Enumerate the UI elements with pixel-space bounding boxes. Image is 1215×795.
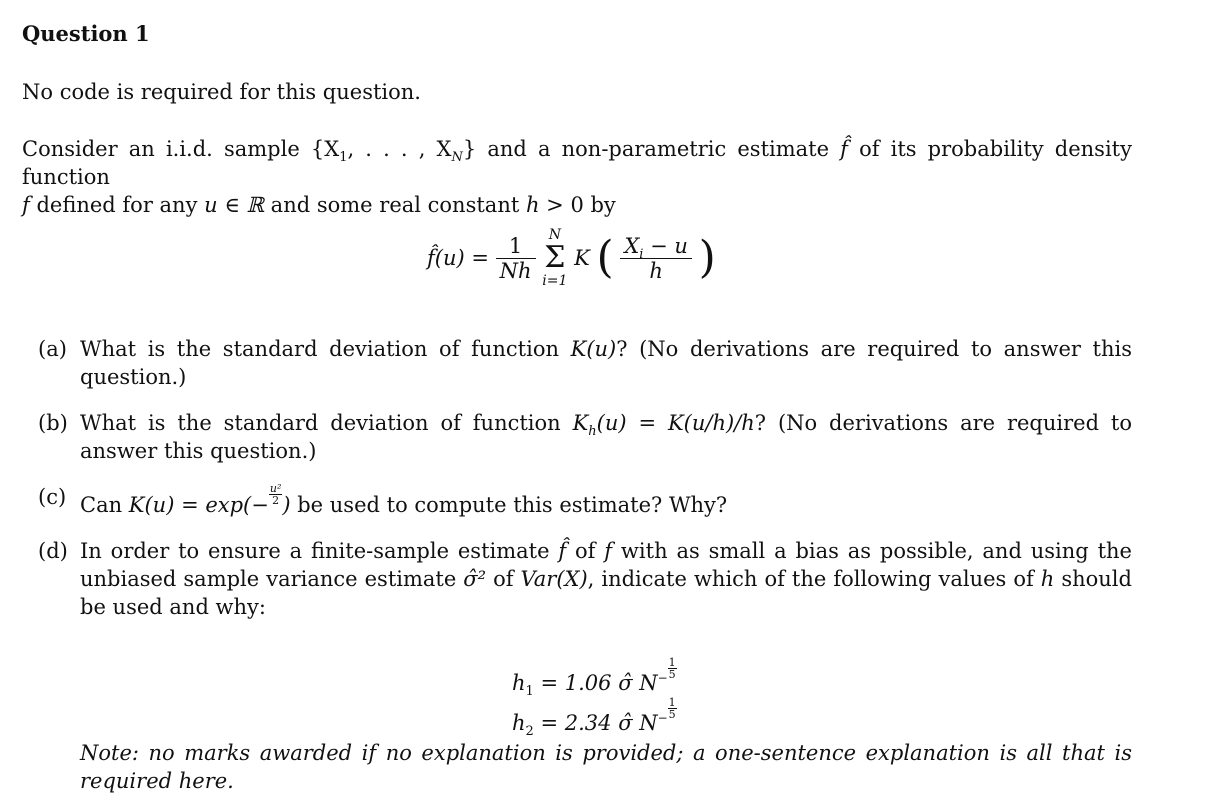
question-item-a	[22, 335, 1132, 391]
bandwidth-formula: = 2.34 σ̂ N	[533, 711, 658, 735]
context-text: by	[583, 193, 616, 217]
u-in-r-symbol: u ∈ ℝ	[204, 193, 264, 217]
question-text: What is the standard deviation of function	[80, 411, 573, 435]
exp-fraction	[269, 483, 283, 506]
bandwidth-subscript: 2	[525, 724, 534, 740]
question-math: K	[572, 411, 589, 435]
question-math: σ̂²	[463, 567, 487, 591]
question-math: f̂	[558, 539, 567, 563]
question-text: In order to ensure a finite-sample estimate	[80, 539, 559, 563]
bandwidth-exponent-numerator: 1	[668, 656, 676, 669]
bandwidth-exponent	[668, 657, 677, 680]
question-item-b	[22, 409, 1132, 465]
question-text: ? (No derivations are required to answer this question.)	[80, 411, 1132, 463]
bandwidth-subscript: 1	[525, 684, 534, 700]
equation-lhs: f̂(u) =	[427, 246, 489, 270]
question-text: should be used and why:	[80, 567, 1132, 619]
context-text: , . . . , X	[347, 137, 452, 161]
question-title: Question 1	[22, 21, 150, 46]
density-estimate-equation: f̂(u) = $\frac{1}{Nh}$ N Σ i=1 K ( $\frac{X_i - u}{h}$ )	[427, 227, 716, 289]
question-math: K(u)	[570, 337, 617, 361]
note-text: Note: no marks awarded if no explanation is provided; a one-sentence explanation is all that is required here.	[80, 741, 1132, 793]
exp-fraction-denominator: 2	[272, 494, 280, 507]
intro-text: No code is required for this question.	[22, 80, 421, 104]
context-text: } and a non-parametric estimate	[462, 137, 841, 161]
question-label: (c)	[38, 485, 67, 509]
f-hat-symbol: f̂	[840, 137, 848, 161]
kernel-arg-denominator: h	[649, 258, 663, 283]
bandwidth-exponent-sign: −	[657, 671, 668, 685]
question-text: be used to compute this estimate? Why?	[290, 493, 728, 517]
bandwidth-exponent-numerator: 1	[668, 696, 676, 709]
question-math: K(u) = exp(−	[128, 493, 269, 517]
question-math-subscript: h	[588, 424, 597, 440]
question-list	[22, 335, 1132, 621]
context-text: defined for any	[29, 193, 205, 217]
question-math: (u) = K(u/h)/h	[596, 411, 755, 435]
equation-fraction	[496, 234, 536, 283]
kernel-arg-subscript: i	[639, 246, 644, 262]
bandwidth-option-2	[512, 696, 677, 740]
equation-fraction-numerator: 1	[496, 234, 536, 259]
context-paragraph: Consider an i.i.d. sample {$X_1$, . . . , $X_N$} and a non-parametric estimate f̂ of its probability density function f defined for any u ∈ ℝ and some real constant h > 0 by	[22, 137, 1132, 217]
question-text: of	[486, 567, 521, 591]
summation: N Σ i=1	[542, 227, 568, 289]
question-label: (a)	[38, 337, 67, 361]
question-text: Can	[80, 493, 129, 517]
question-text: of	[566, 539, 605, 563]
question-label: (d)	[38, 539, 68, 563]
question-math: f	[604, 539, 613, 563]
bandwidth-option-1	[512, 656, 677, 700]
exp-fraction-numerator: u²	[269, 482, 282, 495]
question-text: with as small a bias as possible, and using the unbiased sample variance estimate	[80, 539, 1132, 591]
context-text: of its probability density function	[22, 137, 1132, 189]
kernel-arg-numerator: X	[624, 233, 640, 258]
question-text: , indicate which of the following values of	[587, 567, 1041, 591]
bandwidth-exponent-denominator: 5	[668, 708, 676, 721]
question-math: Var(X)	[520, 567, 588, 591]
kernel-argument	[620, 234, 692, 283]
kernel-arg-numerator-rest: − u	[643, 233, 688, 258]
f-symbol: f	[22, 193, 30, 217]
kernel-symbol: K	[574, 246, 590, 270]
question-math: )	[282, 493, 291, 517]
bandwidth-exponent-sign: −	[657, 711, 668, 725]
equation-fraction-denominator: Nh	[499, 258, 532, 283]
bandwidth-exponent	[668, 697, 677, 720]
summation-lower: i=1	[542, 273, 568, 289]
bandwidth-formula: = 1.06 σ̂ N	[533, 671, 658, 695]
context-text: Consider an i.i.d. sample {X	[22, 137, 340, 161]
question-text: ? (No derivations are required to answer this question.)	[80, 337, 1132, 389]
bandwidth-options	[22, 639, 1132, 739]
context-text: and some real constant	[264, 193, 526, 217]
question-label: (b)	[38, 411, 68, 435]
question-item-d	[22, 537, 1132, 621]
h-positive-symbol: h	[525, 193, 540, 217]
question-text: What is the standard deviation of function	[80, 337, 571, 361]
question-page	[22, 14, 1132, 795]
question-math: h	[1040, 567, 1055, 591]
summation-upper: N	[548, 227, 561, 243]
bandwidth-symbol: h	[512, 711, 526, 735]
bandwidth-symbol: h	[512, 671, 526, 695]
bandwidth-exponent-denominator: 5	[668, 668, 676, 681]
question-item-c	[22, 483, 1132, 519]
